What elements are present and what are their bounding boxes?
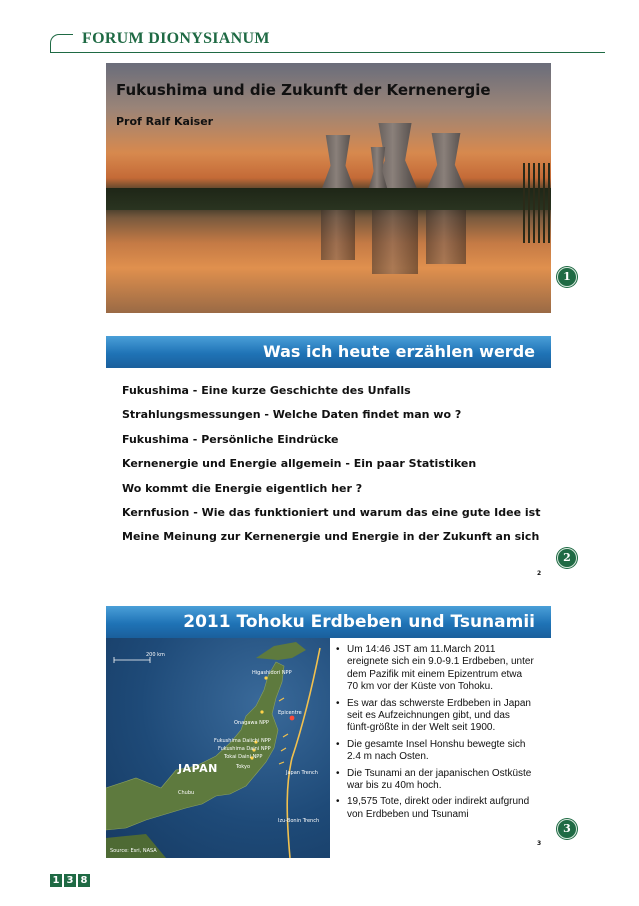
slide-number-badge: 1 <box>557 267 577 287</box>
folio-digit: 3 <box>64 874 76 887</box>
header-rule <box>50 52 605 53</box>
map-label: Onagawa NPP <box>234 720 269 726</box>
cooling-tower <box>321 135 355 191</box>
map-label: Chubu <box>178 790 195 796</box>
list-item: Strahlungsmessungen - Welche Daten findet man wo ? <box>122 408 462 422</box>
scale-bar <box>114 657 150 663</box>
header-ornament <box>50 34 73 53</box>
npp-marker <box>260 710 263 713</box>
list-item: • Um 14:46 JST am 11.March 2011 ereignete sich ein 9.0-9.1 Erdbeben, unter dem Pazifik mit einem Epizentrum etwa 70 km vor der Küste von Tohoku. <box>334 644 534 694</box>
map-label: Epicentre <box>278 710 302 716</box>
tower-reflection <box>372 210 418 274</box>
slide-number-badge: 3 <box>557 819 577 839</box>
folio-digit: 8 <box>78 874 90 887</box>
list-item: Meine Meinung zur Kernenergie und Energie in der Zukunft an sich <box>122 530 540 544</box>
trench-line <box>287 648 320 858</box>
list-item: • Die gesamte Insel Honshu bewegte sich 2.4 m nach Osten. <box>334 739 534 764</box>
kyushu-landmass <box>106 834 166 858</box>
map-credit: Source: Esri, NASA <box>110 848 157 854</box>
map-label: Izu-Bonin Trench <box>278 818 320 824</box>
hokkaido-landmass <box>256 642 306 660</box>
list-item: Fukushima - Persönliche Eindrücke <box>122 432 339 446</box>
tohoku-facts <box>334 644 534 825</box>
scale-label: 200 km <box>146 652 165 658</box>
slide-number-badge: 2 <box>557 548 577 568</box>
map-label: Higashidori NPP <box>252 670 292 676</box>
slide-1-author: Prof Ralf Kaiser <box>116 115 214 128</box>
map-label: Fukushima Daiichi NPP <box>214 738 271 744</box>
slide-page-number: 2 <box>537 570 542 577</box>
list-item: Wo kommt die Energie eigentlich her ? <box>122 481 363 495</box>
map-label: Tokai Daini NPP <box>224 754 263 760</box>
list-item: • Es war das schwerste Erdbeben in Japan seit es Aufzeichnungen gibt, und das fünft-größte in der Welt seit 1900. <box>334 698 534 735</box>
list-item: Fukushima - Eine kurze Geschichte des Unfalls <box>122 384 411 397</box>
agenda-list <box>122 384 540 555</box>
slide-2-heading: Was ich heute erzählen werde <box>106 336 551 368</box>
list-item: • 19,575 Tote, direkt oder indirekt aufgrund von Erdbeben und Tsunami <box>334 796 534 821</box>
tsunami-arrows <box>279 698 288 764</box>
japan-earthquake-map <box>106 638 330 858</box>
slide-1-heading: Fukushima und die Zukunft der Kernenergie <box>116 81 491 99</box>
tower-reflection <box>426 210 466 264</box>
tree-line <box>106 188 551 210</box>
cooling-tower <box>426 133 466 191</box>
list-item: • Die Tsunami an der japanischen Ostküste war bis zu 40m hoch. <box>334 768 534 793</box>
map-label: Fukushima Daini NPP <box>218 746 271 752</box>
slide-page-number: 3 <box>537 840 542 847</box>
list-item: Kernfusion - Wie das funktioniert und warum das eine gute Idee ist <box>122 505 541 519</box>
slide-3-heading: 2011 Tohoku Erdbeben und Tsunamii <box>106 606 551 638</box>
reeds <box>523 163 551 243</box>
list-item: Kernenergie und Energie allgemein - Ein paar Statistiken <box>122 457 477 471</box>
publication-title: FORUM DIONYSIANUM <box>82 30 270 47</box>
epicentre-marker <box>290 716 295 721</box>
folio-digit: 1 <box>50 874 62 887</box>
page-folio <box>50 874 90 887</box>
map-label: Tokyo <box>236 764 250 770</box>
map-country-label: JAPAN <box>178 762 218 775</box>
map-label: Japan Trench <box>286 770 318 776</box>
npp-marker <box>264 676 267 679</box>
slide-1-title <box>106 63 551 313</box>
tower-reflection <box>321 210 355 260</box>
